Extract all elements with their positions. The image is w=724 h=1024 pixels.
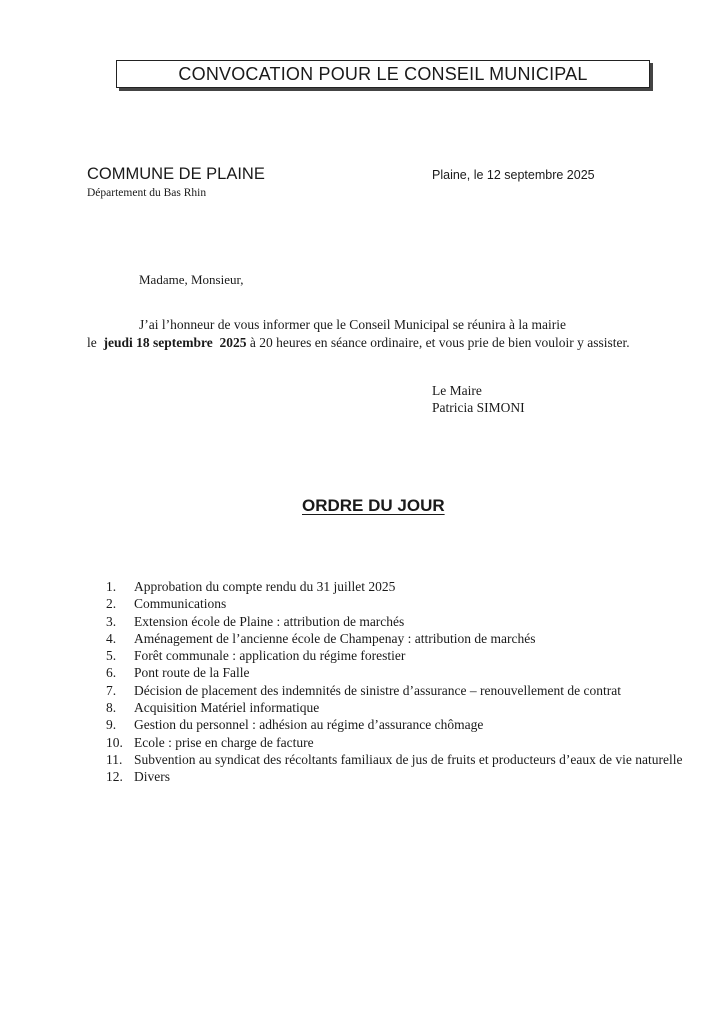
agenda-item-text: Ecole : prise en charge de facture bbox=[134, 734, 314, 750]
agenda-item bbox=[106, 734, 706, 751]
agenda-item-text: Approbation du compte rendu du 31 juillet 2025 bbox=[134, 579, 396, 594]
agenda-item bbox=[106, 647, 706, 664]
signature-block bbox=[432, 382, 525, 416]
agenda-item-number: 12. bbox=[106, 769, 123, 785]
agenda-item-number: 10. bbox=[106, 734, 123, 750]
agenda-heading: ORDRE DU JOUR bbox=[302, 496, 445, 515]
agenda-item-text: Décision de placement des indemnités de sinistre d’assurance – renouvellement de contrat bbox=[134, 682, 621, 698]
agenda-item bbox=[106, 613, 706, 630]
agenda-list bbox=[106, 578, 706, 786]
agenda-item bbox=[106, 630, 706, 647]
agenda-item-text: Acquisition Matériel informatique bbox=[134, 700, 320, 716]
agenda-item bbox=[106, 595, 706, 612]
agenda-item-number: 3. bbox=[106, 613, 117, 629]
document-title: CONVOCATION POUR LE CONSEIL MUNICIPAL bbox=[116, 60, 650, 88]
signature-name: Patricia SIMONI bbox=[432, 400, 525, 415]
agenda-item-number: 11. bbox=[106, 751, 123, 767]
letter-body-line-2 bbox=[87, 335, 630, 351]
agenda-item-number: 6. bbox=[106, 665, 117, 681]
agenda-item-number: 8. bbox=[106, 700, 117, 716]
line2-suffix: à 20 heures en séance ordinaire, et vous prie de bien vouloir y assister. bbox=[249, 335, 630, 350]
agenda-item bbox=[106, 751, 706, 768]
agenda-item-number: 4. bbox=[106, 630, 117, 646]
meeting-year: 2025 bbox=[219, 335, 247, 350]
agenda-item bbox=[106, 578, 706, 595]
agenda-item-number: 7. bbox=[106, 682, 117, 698]
line2-prefix: le bbox=[87, 335, 97, 350]
agenda-item-text: Subvention au syndicat des récoltants familiaux de jus de fruits et producteurs d’eaux de vie naturelle bbox=[134, 751, 683, 767]
agenda-item-text: Aménagement de l’ancienne école de Champenay : attribution de marchés bbox=[134, 630, 536, 646]
departement-name: Département du Bas Rhin bbox=[87, 187, 207, 199]
agenda-item-number: 9. bbox=[106, 717, 117, 733]
agenda-item-text: Gestion du personnel : adhésion au régime d’assurance chômage bbox=[134, 717, 484, 733]
agenda-item-number: 5. bbox=[106, 648, 117, 664]
agenda-item-text: Divers bbox=[134, 769, 170, 785]
agenda-item-text: Forêt communale : application du régime forestier bbox=[134, 648, 406, 664]
signature-role: Le Maire bbox=[432, 383, 482, 398]
agenda-item-text: Extension école de Plaine : attribution de marchés bbox=[134, 613, 405, 629]
letter-body-line-1: J’ai l’honneur de vous informer que le Conseil Municipal se réunira à la mairie bbox=[139, 317, 566, 332]
agenda-item bbox=[106, 716, 706, 733]
agenda-item bbox=[106, 699, 706, 716]
date-line: Plaine, le 12 septembre 2025 bbox=[432, 168, 595, 182]
salutation: Madame, Monsieur, bbox=[139, 272, 244, 287]
meeting-day: jeudi 18 septembre bbox=[103, 335, 213, 350]
agenda-item-text: Communications bbox=[134, 596, 227, 612]
agenda-item-text: Pont route de la Falle bbox=[134, 665, 250, 681]
agenda-item bbox=[106, 768, 706, 785]
agenda-item-number: 1. bbox=[106, 579, 117, 594]
agenda-item bbox=[106, 664, 706, 681]
agenda-item bbox=[106, 682, 706, 699]
agenda-item-number: 2. bbox=[106, 596, 117, 612]
commune-name: COMMUNE DE PLAINE bbox=[87, 165, 265, 183]
